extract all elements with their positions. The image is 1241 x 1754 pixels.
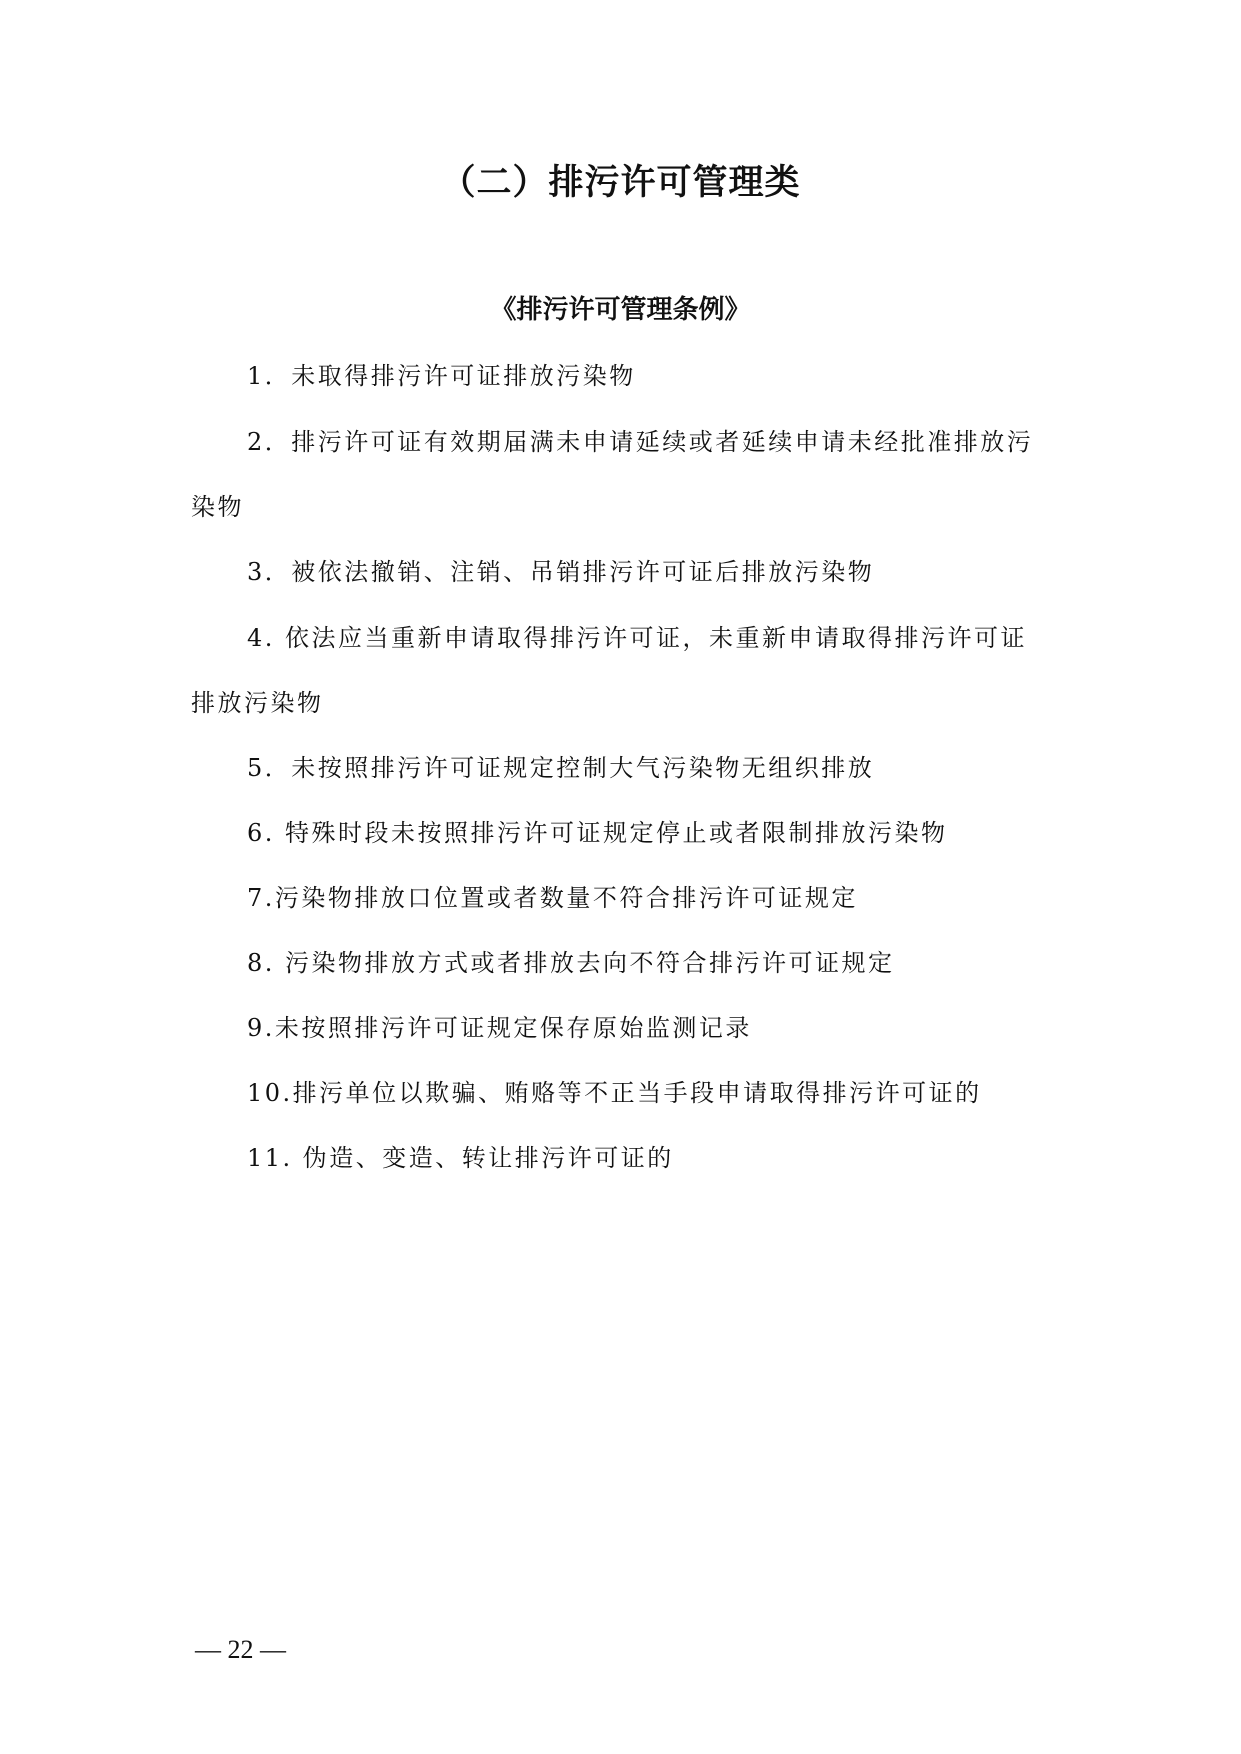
list-item: 6. 特殊时段未按照排污许可证规定停止或者限制排放污染物 xyxy=(247,819,948,847)
list-item: 11. 伪造、变造、转让排污许可证的 xyxy=(247,1144,674,1172)
list-item: 1．未取得排污许可证排放污染物 xyxy=(247,362,636,390)
list-item: 5．未按照排污许可证规定控制大气污染物无组织排放 xyxy=(247,754,875,782)
regulation-title: 《排污许可管理条例》 xyxy=(490,295,751,325)
list-item: 4. 依法应当重新申请取得排污许可证，未重新申请取得排污许可证排放污染物 xyxy=(191,624,1028,717)
section-heading: （二）排污许可管理类 xyxy=(440,163,801,203)
list-item: 9.未按照排污许可证规定保存原始监测记录 xyxy=(247,1014,752,1042)
list-item: 3．被依法撤销、注销、吊销排污许可证后排放污染物 xyxy=(247,558,875,586)
list-item: 2．排污许可证有效期届满未申请延续或者延续申请未经批准排放污染物 xyxy=(191,428,1034,521)
list-item: 8. 污染物排放方式或者排放去向不符合排污许可证规定 xyxy=(247,949,895,977)
list-item: 7.污染物排放口位置或者数量不符合排污许可证规定 xyxy=(247,884,858,912)
page-number: — 22 — xyxy=(195,1635,286,1664)
list-item: 10.排污单位以欺骗、贿赂等不正当手段申请取得排污许可证的 xyxy=(247,1079,982,1107)
